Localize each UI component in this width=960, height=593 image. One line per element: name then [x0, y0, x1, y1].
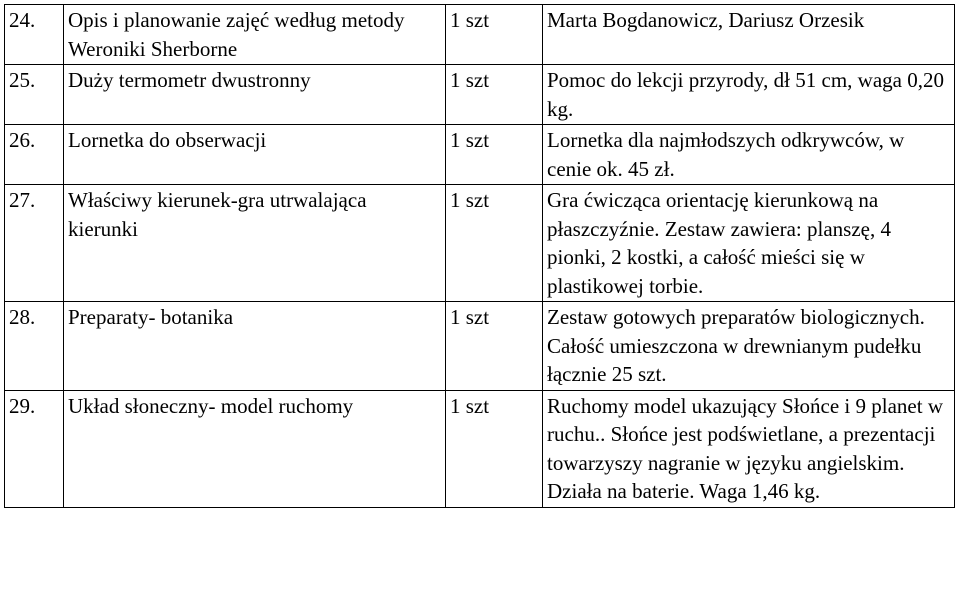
item-description: Gra ćwicząca orientację kierunkową na płaszczyźnie. Zestaw zawiera: planszę, 4 pionki, 2 kostki, a całość mieści się w plastikowej torbie.: [543, 185, 955, 302]
item-quantity: 1 szt: [446, 65, 543, 125]
item-description: Lornetka dla najmłodszych odkrywców, w cenie ok. 45 zł.: [543, 125, 955, 185]
item-description: Ruchomy model ukazujący Słońce i 9 planet w ruchu.. Słońce jest podświetlane, a prezentacji towarzyszy nagranie w języku angielskim. Działa na baterie. Waga 1,46 kg.: [543, 390, 955, 507]
item-name: Preparaty- botanika: [64, 302, 446, 391]
row-number: 28.: [5, 302, 64, 391]
row-number: 26.: [5, 125, 64, 185]
item-quantity: 1 szt: [446, 5, 543, 65]
row-number: 25.: [5, 65, 64, 125]
table-row: [5, 125, 955, 185]
row-number: 24.: [5, 5, 64, 65]
item-description: Pomoc do lekcji przyrody, dł 51 cm, waga 0,20 kg.: [543, 65, 955, 125]
item-name: Duży termometr dwustronny: [64, 65, 446, 125]
table-row: [5, 5, 955, 65]
equipment-table: [4, 4, 955, 508]
table-row: [5, 65, 955, 125]
table-row: [5, 185, 955, 302]
row-number: 29.: [5, 390, 64, 507]
item-description: Marta Bogdanowicz, Dariusz Orzesik: [543, 5, 955, 65]
item-name: Właściwy kierunek-gra utrwalająca kierunki: [64, 185, 446, 302]
item-quantity: 1 szt: [446, 185, 543, 302]
item-name: Układ słoneczny- model ruchomy: [64, 390, 446, 507]
table-row: [5, 302, 955, 391]
item-name: Opis i planowanie zajęć według metody Weroniki Sherborne: [64, 5, 446, 65]
item-description: Zestaw gotowych preparatów biologicznych. Całość umieszczona w drewnianym pudełku łącznie 25 szt.: [543, 302, 955, 391]
table-row: [5, 390, 955, 507]
item-name: Lornetka do obserwacji: [64, 125, 446, 185]
item-quantity: 1 szt: [446, 302, 543, 391]
row-number: 27.: [5, 185, 64, 302]
item-quantity: 1 szt: [446, 390, 543, 507]
item-quantity: 1 szt: [446, 125, 543, 185]
